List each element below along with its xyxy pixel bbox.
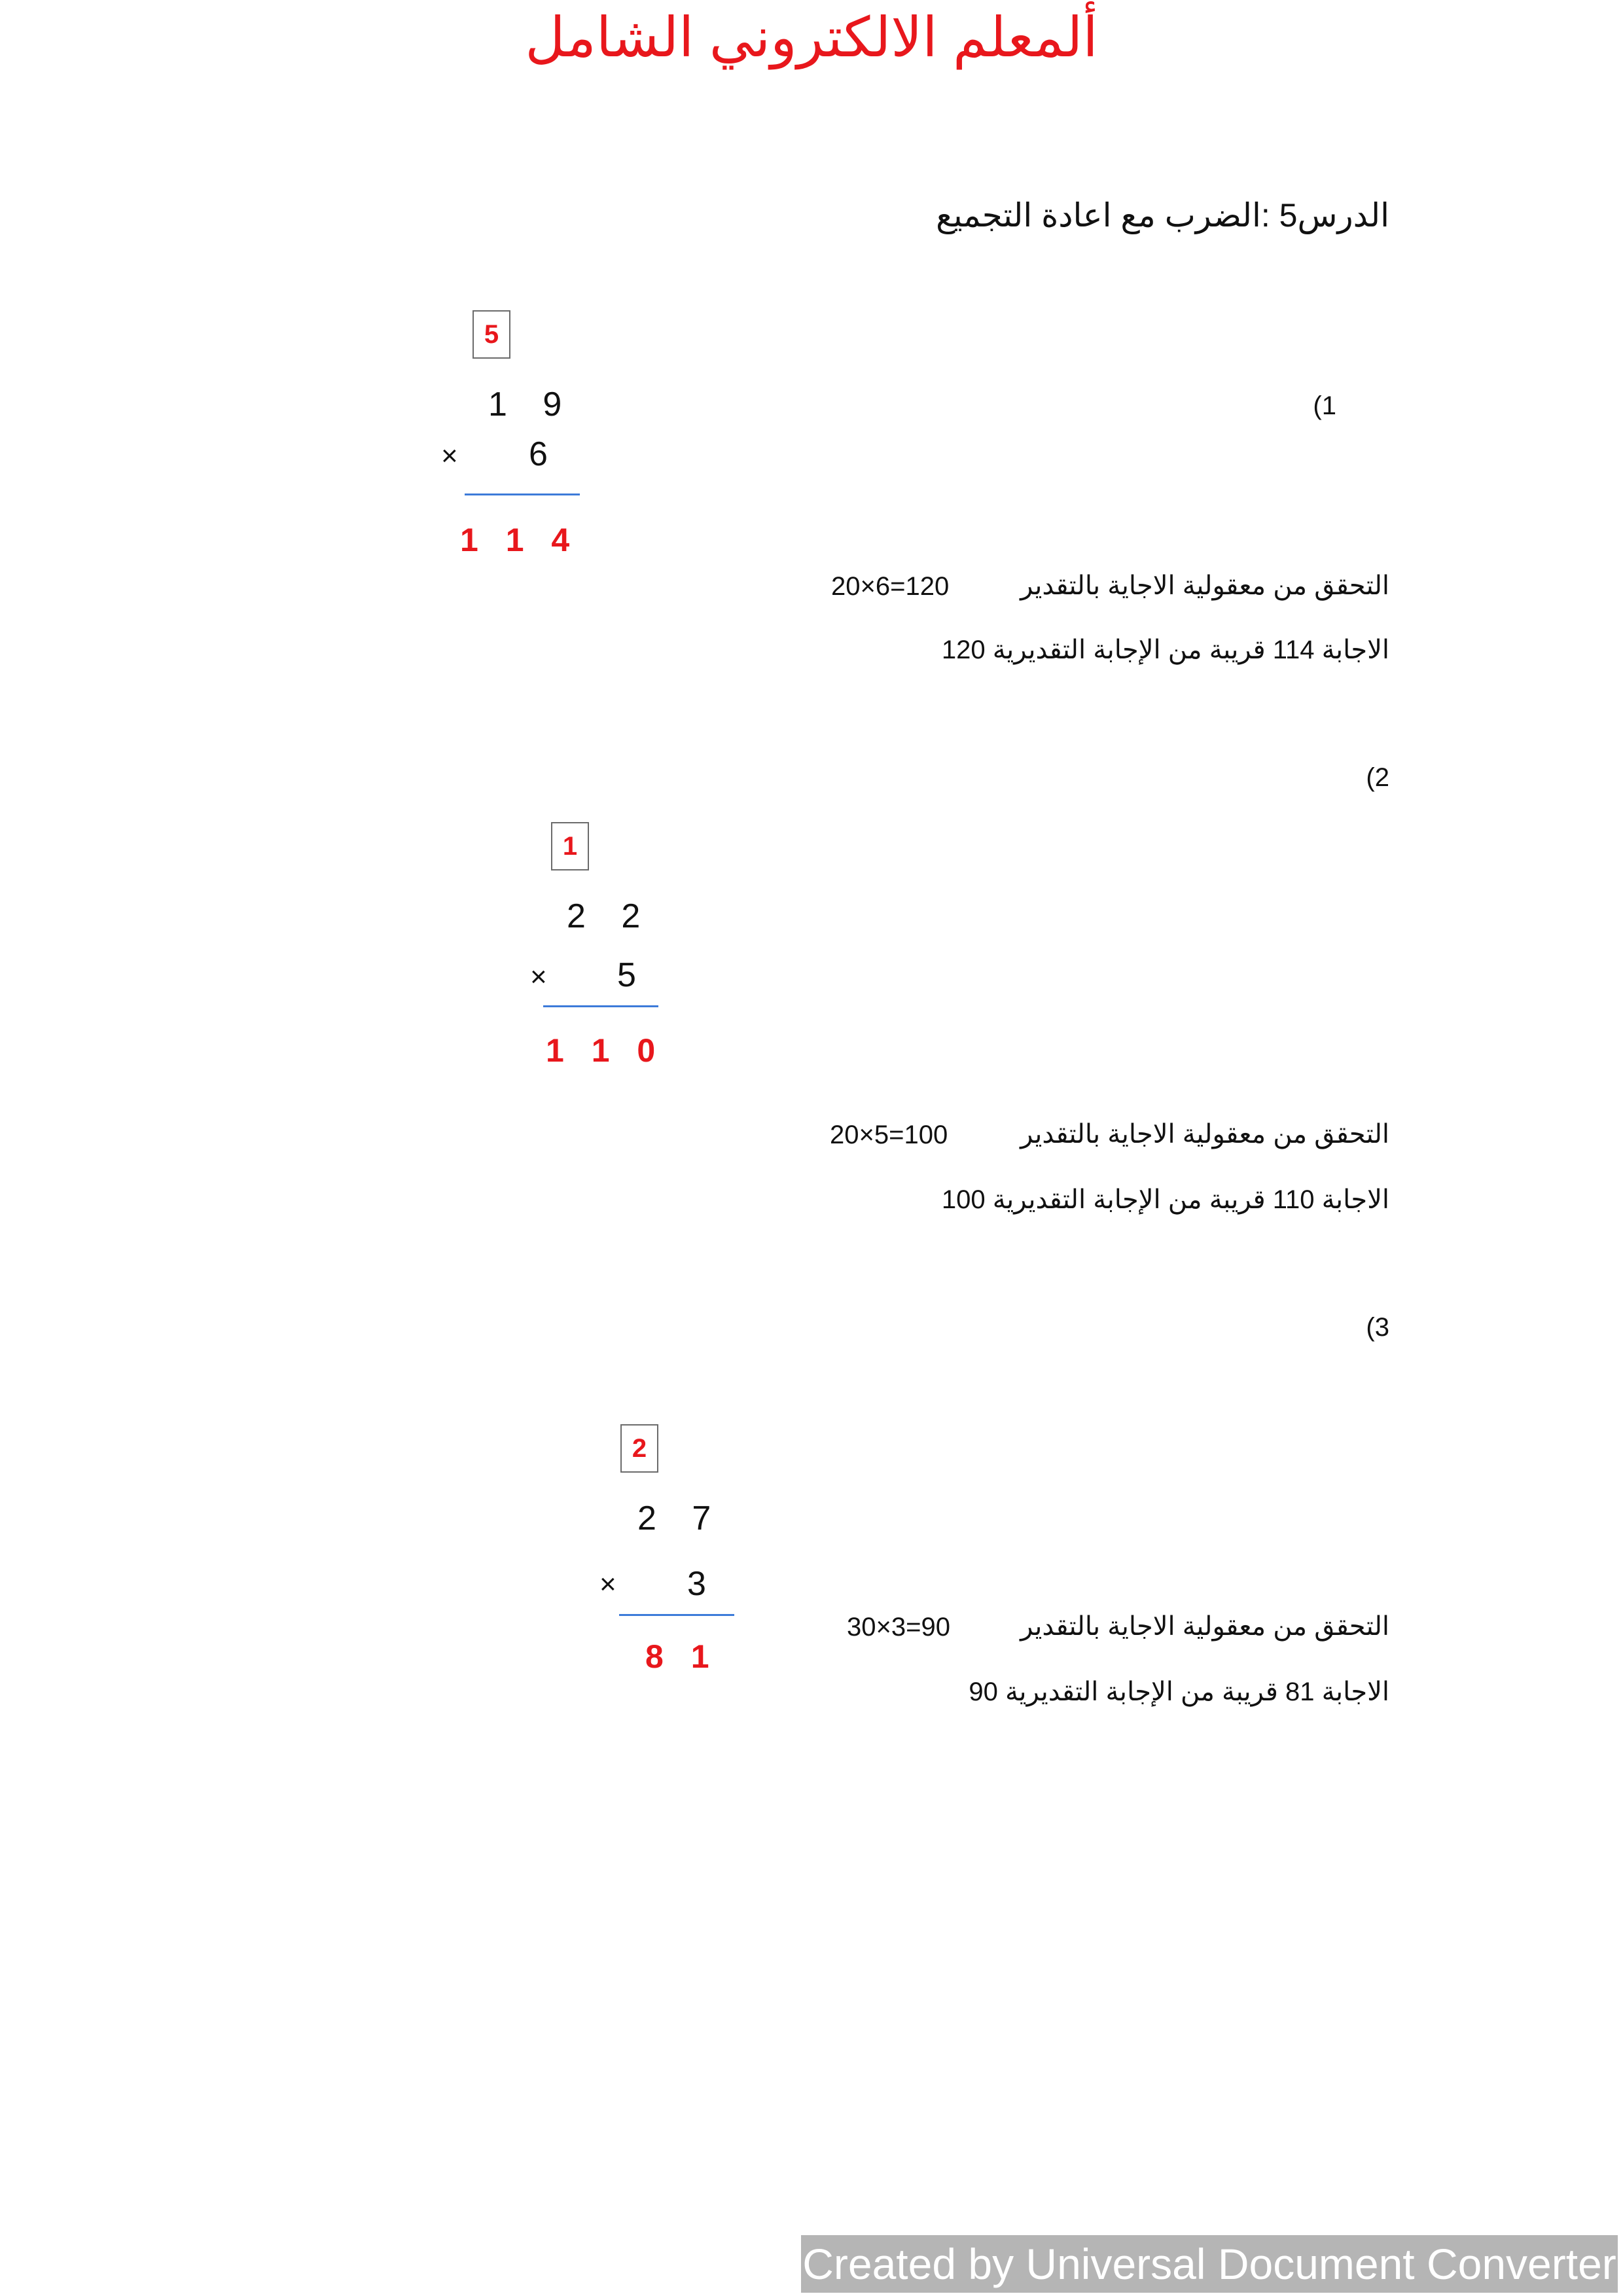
estimate-conclusion: الاجابة 110 قريبة من الإجابة التقديرية 100 (941, 1185, 1389, 1214)
problem-number: (2 (1366, 763, 1389, 792)
multiply-sign: × (599, 1568, 616, 1600)
multiplier: 3 (687, 1565, 719, 1603)
product-answer: 1 1 0 (546, 1032, 665, 1069)
converter-watermark: Created by Universal Document Converter (801, 2235, 1618, 2293)
estimate-check-label: التحقق من معقولية الاجاية بالتقدير (1020, 1120, 1389, 1149)
multiplicand: 2 7 (637, 1499, 724, 1537)
problem-number: (1 (1313, 391, 1336, 420)
carry-digit-box: 2 (620, 1424, 658, 1473)
multiplicand: 1 9 (488, 386, 575, 423)
multiplier: 6 (529, 435, 561, 473)
estimate-equation: 20×6=120 (831, 572, 950, 601)
lesson-heading: الدرس5 :الضرب مع اعادة التجميع (936, 197, 1389, 234)
sum-line (619, 1614, 734, 1616)
product-answer: 8 1 (645, 1638, 719, 1675)
multiplicand: 2 2 (567, 897, 654, 935)
product-answer: 1 1 4 (460, 522, 579, 558)
sum-line (543, 1005, 658, 1007)
estimate-equation: 30×3=90 (847, 1613, 950, 1641)
estimate-equation: 20×5=100 (830, 1121, 948, 1149)
multiplier: 5 (617, 956, 649, 994)
estimate-conclusion: الاجابة 81 قريبة من الإجابة التقديرية 90 (969, 1677, 1389, 1706)
sum-line (465, 493, 580, 495)
page-title: ألمعلم الالكتروني الشامل (525, 7, 1098, 68)
carry-digit-box: 1 (551, 822, 589, 870)
multiply-sign: × (530, 961, 547, 993)
estimate-check-label: التحقق من معقولية الاجاية بالتقدير (1020, 571, 1389, 600)
multiply-sign: × (441, 440, 458, 472)
carry-digit-box: 5 (473, 310, 510, 359)
problem-number: (3 (1366, 1313, 1389, 1342)
estimate-conclusion: الاجابة 114 قريبة من الإجابة التقديرية 120 (941, 636, 1389, 664)
estimate-check-label: التحقق من معقولية الاجاية بالتقدير (1020, 1612, 1389, 1641)
